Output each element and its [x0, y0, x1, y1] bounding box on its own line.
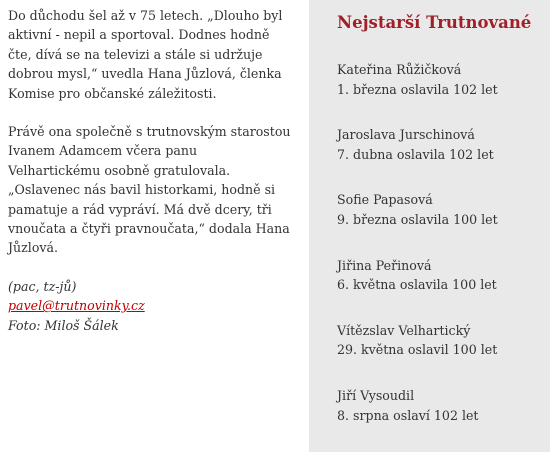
- person-name: Jaroslava Jurschinová: [337, 127, 475, 143]
- person-name: Sofie Papasová: [337, 192, 433, 208]
- list-item: [337, 256, 498, 295]
- person-note: 9. března oslavila 100 let: [337, 211, 498, 227]
- list-item: [337, 321, 498, 360]
- person-name: Jiřina Peřinová: [337, 257, 432, 273]
- person-note: 29. května oslavil 100 let: [337, 342, 498, 358]
- photo-credit: Foto: Miloš Šálek: [8, 317, 119, 333]
- person-note: 1. března oslavila 102 let: [337, 81, 498, 97]
- article-paragraph: Do důchodu šel až v 75 letech. „Dlouho byl aktivní - nepil a sportoval. Dodnes hodně čte, dívá se na televizi a stále si udržuje dobrou mysl,“ uvedla Hana Jůzlová, členka Komise pro občanské záležitosti.: [8, 8, 283, 101]
- person-name: Jiří Vysoudil: [337, 387, 415, 403]
- person-note: 7. dubna oslavila 102 let: [337, 146, 494, 162]
- sidebar-title: Nejstarší Trutnované: [337, 13, 532, 32]
- article-paragraph: Právě ona společně s trutnovským starostou Ivanem Adamcem včera panu Velhartickému osobně gratulovala. „Oslavenec nás bavil historkami, hodně si pamatuje a rád vypráví. Má dvě dcery, tři vnoučata a čtyři pravnoučata,“ dodala Hana Jůzlová.: [8, 124, 291, 256]
- author-initials: (pac, tz-jů): [8, 278, 77, 294]
- list-item: [337, 60, 498, 99]
- people-list: [337, 60, 498, 451]
- oldest-residents-sidebar: [309, 0, 550, 452]
- person-name: Vítězslav Velhartický: [337, 322, 471, 338]
- article-body: [8, 6, 293, 335]
- email-link[interactable]: pavel@trutnovinky.cz: [8, 298, 145, 314]
- list-item: [337, 386, 498, 425]
- list-item: [337, 190, 498, 229]
- person-name: Kateřina Růžičková: [337, 62, 462, 77]
- person-note: 8. srpna oslaví 102 let: [337, 407, 479, 423]
- person-note: 6. května oslavila 100 let: [337, 277, 497, 293]
- list-item: [337, 125, 498, 164]
- article-credits: [8, 277, 293, 335]
